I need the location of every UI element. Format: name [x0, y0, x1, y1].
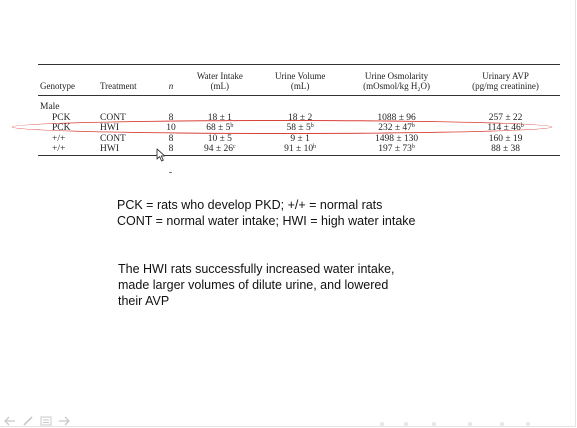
cell-water-intake [181, 144, 258, 155]
cell-urinary-avp [451, 123, 560, 134]
cell-value: 1088 ± 96 [377, 112, 416, 123]
legend-line-treatment: CONT = normal water intake; HWI = high water intake [117, 214, 416, 228]
header-water-intake-title: Water Intake [196, 71, 243, 81]
next-slide-icon[interactable] [58, 416, 70, 426]
cell-urine-osmolarity [342, 144, 451, 155]
cell-value: 58 ± 5 [286, 123, 311, 134]
cell-treatment: HWI [100, 144, 119, 155]
cell-value: 197 ± 73 [378, 144, 412, 155]
cell-urine-osmolarity [342, 123, 451, 134]
table-row-highlighted [38, 123, 560, 134]
header-treatment: Treatment [100, 81, 137, 91]
cell-value: 257 ± 22 [488, 112, 523, 123]
progress-dot [526, 422, 530, 426]
table-group-row [38, 96, 560, 113]
progress-dot [468, 422, 472, 426]
summary-line: The HWI rats successfully increased water intake, [118, 262, 395, 276]
table-row [38, 134, 560, 145]
data-table [38, 64, 560, 156]
cell-urinary-avp [451, 144, 560, 155]
pen-icon[interactable] [22, 416, 34, 426]
table-row [38, 144, 560, 155]
progress-dot [380, 422, 384, 426]
cell-genotype: PCK [52, 112, 71, 123]
cell-water-intake [181, 113, 258, 124]
progress-dot [404, 422, 408, 426]
cell-value: 91 ± 10 [284, 144, 314, 155]
cell-superscript: c [232, 144, 236, 151]
header-urinary-avp-unit: (pg/mg creatinine) [472, 81, 539, 91]
mouse-cursor-icon [156, 148, 168, 162]
table-row [38, 113, 560, 124]
cell-genotype: +/+ [52, 133, 66, 144]
cell-n: 8 [168, 112, 174, 123]
cell-superscript: b [313, 144, 317, 151]
cell-value: 18 ± 2 [288, 112, 313, 123]
header-urinary-avp-title: Urinary AVP [482, 71, 529, 81]
cell-n: 8 [168, 133, 174, 144]
cell-urinary-avp [451, 134, 560, 145]
legend-line-genotype: PCK = rats who develop PKD; +/+ = normal rats [117, 198, 383, 212]
cell-value: 10 ± 5 [207, 133, 232, 144]
header-n: n [168, 81, 174, 91]
table-header-row [38, 65, 560, 96]
header-urine-volume-unit: (mL) [290, 81, 310, 91]
cell-value: 88 ± 38 [491, 144, 521, 155]
cell-urinary-avp [451, 113, 560, 124]
summary-text [118, 261, 395, 309]
menu-icon[interactable] [40, 416, 52, 426]
cell-urine-volume [258, 113, 342, 124]
progress-dot [432, 422, 436, 426]
header-urine-osmolarity-unit: (mOsmol/kg H₂O) [363, 81, 430, 91]
cell-urine-volume [258, 144, 342, 155]
cell-superscript: b [310, 123, 314, 130]
cell-genotype: PCK [52, 123, 71, 134]
cell-value: 18 ± 1 [207, 112, 232, 123]
group-label: Male [40, 102, 60, 112]
cell-treatment: CONT [100, 112, 126, 123]
cell-value: 94 ± 26 [203, 144, 233, 155]
cell-superscript: b [520, 123, 524, 130]
summary-line: made larger volumes of dilute urine, and lowered [118, 278, 389, 292]
cell-superscript: b [230, 123, 234, 130]
cell-value: 114 ± 46 [487, 123, 521, 134]
header-water-intake [181, 65, 258, 96]
cell-urine-osmolarity [342, 134, 451, 145]
header-genotype: Genotype [40, 81, 75, 91]
cell-n: 10 [166, 123, 176, 134]
cell-superscript: b [411, 123, 415, 130]
summary-line: their AVP [118, 294, 170, 308]
cell-treatment: CONT [100, 133, 126, 144]
progress-dot [500, 422, 504, 426]
cell-value: 9 ± 1 [290, 133, 310, 144]
cell-water-intake [181, 134, 258, 145]
cell-value: 1498 ± 130 [374, 133, 419, 144]
header-urine-volume-title: Urine Volume [274, 71, 326, 81]
cell-urine-volume [258, 123, 342, 134]
cell-value: 68 ± 5 [206, 123, 231, 134]
cell-urine-osmolarity [342, 113, 451, 124]
cell-urine-volume [258, 134, 342, 145]
header-water-intake-unit: (mL) [210, 81, 230, 91]
cell-value: 160 ± 19 [488, 133, 523, 144]
header-urine-osmolarity-title: Urine Osmolarity [364, 71, 429, 81]
header-urinary-avp [451, 65, 560, 96]
cell-superscript: b [411, 144, 415, 151]
cell-water-intake [181, 123, 258, 134]
cell-treatment: HWI [100, 123, 119, 134]
cell-n: 8 [168, 144, 174, 155]
header-urine-osmolarity [342, 65, 451, 96]
stray-mark [169, 172, 172, 173]
slideshow-toolbar [4, 415, 70, 427]
cell-genotype: +/+ [52, 144, 66, 155]
prev-slide-icon[interactable] [4, 416, 16, 426]
abbreviation-legend [117, 197, 416, 229]
header-urine-volume [258, 65, 342, 96]
cell-value: 232 ± 47 [378, 123, 412, 134]
